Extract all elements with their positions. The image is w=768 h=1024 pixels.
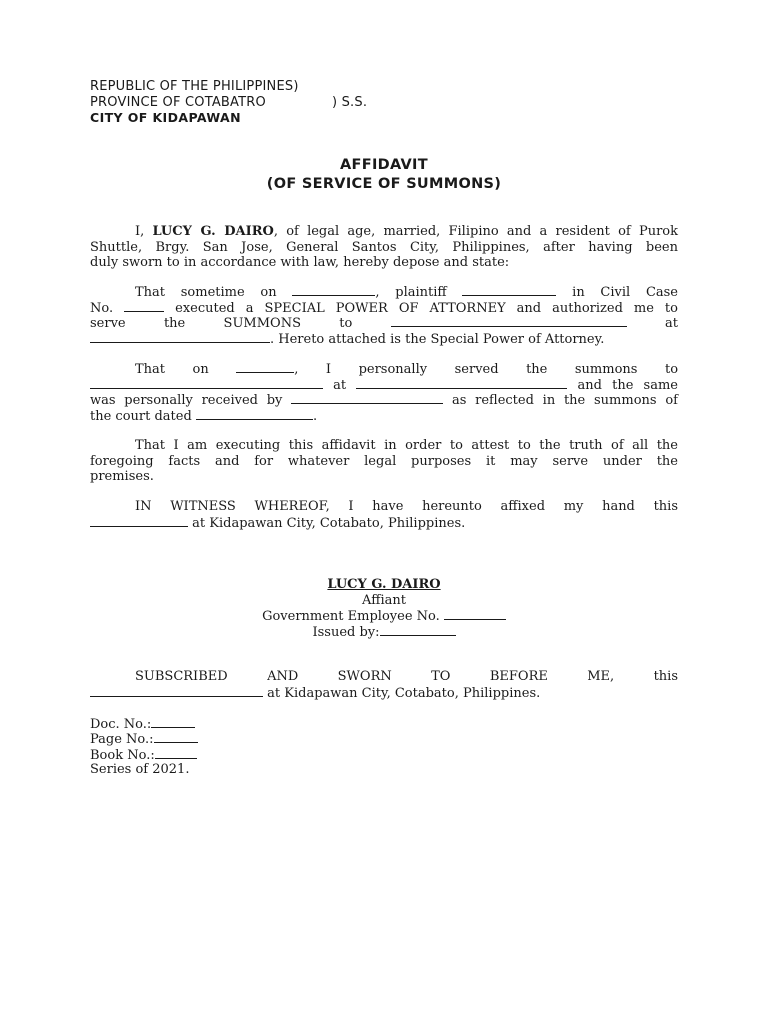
affiant-role: Affiant (362, 593, 406, 608)
page-no-blank[interactable] (154, 731, 198, 743)
jurat-text: at Kidapawan City, Cotabato, Philippines. (267, 686, 541, 701)
p5-line2 (90, 515, 678, 532)
p3-text: served (454, 362, 499, 377)
p1-text: , of legal age, married, Filipino and a resident of Purok (273, 224, 678, 239)
p3-text: the (526, 362, 548, 377)
affiant-name-inline: LUCY G. DAIRO (152, 224, 274, 239)
p5-line1: IN WITNESS WHEREOF, I have hereunto affixed my hand this (135, 499, 678, 514)
affiant-signature-name: LUCY G. DAIRO (327, 577, 441, 592)
p3-text: was personally received by (90, 393, 283, 408)
jurat-date-blank[interactable] (90, 685, 263, 697)
jurat-text: BEFORE (489, 669, 548, 684)
p3-text: That (135, 362, 166, 377)
jurat-text: AND (267, 669, 299, 684)
jurat-text: this (653, 669, 679, 684)
p3-text: personally (358, 362, 428, 377)
p2-text: executed a SPECIAL POWER OF ATTORNEY and authorized me to (175, 301, 678, 316)
p3-text: to (664, 362, 679, 377)
venue-province-label: PROVINCE OF COTABATRO (90, 95, 266, 110)
p2-text: No. (90, 301, 114, 316)
jurat-line2 (90, 685, 678, 702)
p3-text: at (333, 378, 347, 393)
p4-line1: That I am executing this affidavit in order to attest to the truth of all the (135, 438, 678, 453)
employee-no-label: Government Employee No. (262, 609, 440, 624)
employee-no-blank[interactable] (444, 608, 506, 620)
venue-ss: ) S.S. (332, 95, 368, 110)
doc-no-blank[interactable] (151, 716, 195, 728)
jurat-text: SUBSCRIBED (135, 669, 228, 684)
p3-text: , (294, 362, 299, 377)
court-date-blank[interactable] (196, 408, 313, 420)
jurat-text: ME, (587, 669, 615, 684)
p3-text: . (312, 409, 318, 424)
p2-text: to (339, 316, 353, 331)
served-place-blank[interactable] (356, 377, 567, 389)
p2-text: SUMMONS (223, 316, 301, 331)
doc-no-label: Doc. No.: (90, 717, 152, 732)
p3-text: the court dated (90, 409, 192, 424)
p2-text: in Civil Case (572, 285, 678, 300)
p3-text: and the same (577, 378, 678, 393)
received-by-blank[interactable] (291, 392, 443, 404)
p4-line2: foregoing facts and for whatever legal purposes it may serve under the (90, 454, 678, 469)
p3-text: as reflected in the summons of (451, 393, 678, 408)
p1-line3: duly sworn to in accordance with law, hereby depose and state: (90, 255, 510, 270)
p2-text: serve (90, 316, 126, 331)
p3-line1 (90, 361, 678, 378)
address-blank[interactable] (90, 331, 270, 343)
page-no-label: Page No.: (90, 732, 154, 747)
p2-text: the (163, 316, 186, 331)
service-date-blank[interactable] (236, 361, 294, 373)
witness-date-blank[interactable] (90, 515, 188, 527)
issued-by-blank[interactable] (380, 624, 456, 636)
p2-text: at (664, 316, 678, 331)
page-no-line (90, 731, 198, 748)
p3-text: summons (574, 362, 638, 377)
p1-line1 (90, 224, 678, 240)
jurat-text: TO (431, 669, 451, 684)
venue-republic: REPUBLIC OF THE PHILIPPINES) (90, 79, 299, 94)
p3-text: I (325, 362, 332, 377)
p2-line1 (90, 284, 678, 301)
p1-line2: Shuttle, Brgy. San Jose, General Santos City, Philippines, after having been (90, 240, 678, 255)
jurat-text: SWORN (337, 669, 392, 684)
p3-line3 (90, 392, 678, 409)
p2-line4 (90, 331, 678, 348)
p1-text: I, (135, 224, 145, 239)
p2-text: That sometime on (135, 285, 277, 300)
p3-line4 (90, 408, 678, 425)
issued-by-line (0, 624, 768, 641)
document-subtitle: (OF SERVICE OF SUMMONS) (266, 176, 502, 192)
venue-province (90, 95, 368, 111)
p5-text: at Kidapawan City, Cotabato, Philippines. (192, 516, 466, 531)
book-no-blank[interactable] (155, 747, 197, 759)
date-blank[interactable] (292, 284, 375, 296)
issued-by-label: Issued by: (312, 625, 380, 640)
p4-line3: premises. (90, 469, 154, 484)
p2-text: . Hereto attached is the Special Power of Attorney. (270, 332, 605, 347)
book-no-label: Book No.: (90, 748, 155, 763)
served-person-blank[interactable] (90, 377, 323, 389)
serve-to-blank[interactable] (391, 315, 627, 327)
jurat-line1 (90, 669, 678, 685)
employee-no-line (0, 608, 768, 625)
p2-text: , plaintiff (375, 285, 447, 300)
p3-text: on (192, 362, 209, 377)
document-title: AFFIDAVIT (340, 157, 428, 173)
venue-city: CITY OF KIDAPAWAN (90, 110, 241, 125)
p2-line3 (90, 315, 678, 332)
case-no-blank[interactable] (124, 300, 164, 312)
signature-block (0, 577, 768, 593)
series-line: Series of 2021. (90, 762, 190, 777)
plaintiff-blank[interactable] (462, 284, 556, 296)
